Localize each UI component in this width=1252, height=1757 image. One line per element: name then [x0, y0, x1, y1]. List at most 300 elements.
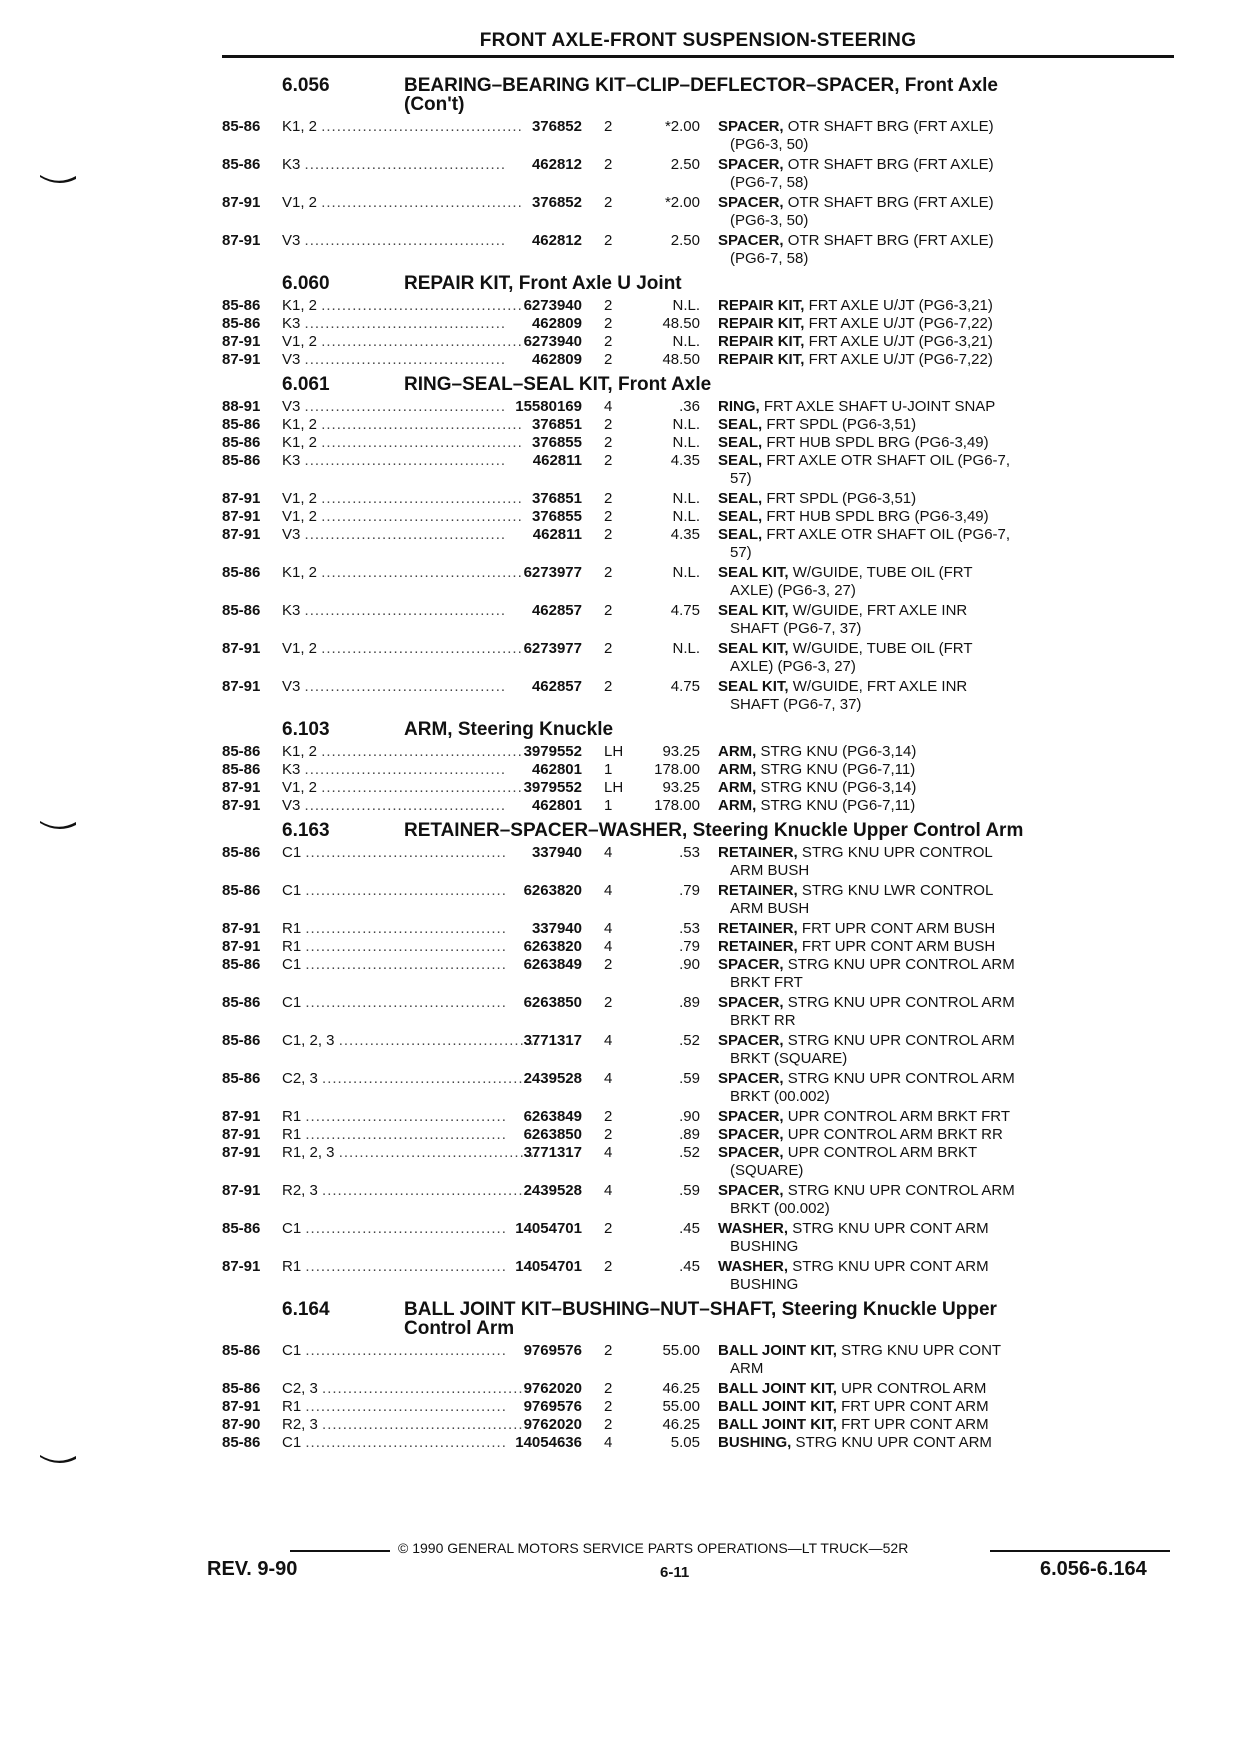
part-number: 6263850 [523, 994, 582, 1011]
quantity: 2 [604, 315, 613, 332]
section-number: 6.164 [282, 1299, 330, 1320]
part-detail: FRT AXLE OTR SHAFT OIL (PG6-7, [766, 526, 1011, 543]
part-detail: FRT AXLE U/JT (PG6-3,21) [808, 333, 993, 350]
model-code-text: V3 [282, 797, 301, 814]
part-row [0, 994, 1252, 1030]
model-years: 87-91 [222, 526, 261, 543]
model-years: 87-91 [222, 797, 261, 814]
part-number: 6273940 [523, 333, 582, 350]
part-row [0, 315, 1252, 333]
part-name: REPAIR KIT, [718, 333, 805, 350]
price: 55.00 [662, 1342, 700, 1359]
part-row [0, 434, 1252, 452]
part-detail-continued: (PG6-7, 58) [730, 174, 809, 191]
leader-dots: ....................................... [321, 564, 523, 581]
part-detail-continued: BUSHING [730, 1238, 799, 1255]
model-years: 85-86 [222, 156, 261, 173]
part-row [0, 156, 1252, 192]
part-row [0, 678, 1252, 714]
model-code-text: R1 [282, 1108, 302, 1125]
model-code [282, 1258, 507, 1276]
part-detail: STRG KNU (PG6-3,14) [760, 743, 917, 760]
part-detail: STRG KNU (PG6-7,11) [760, 797, 916, 814]
part-name: RETAINER, [718, 844, 798, 861]
leader-dots: ....................................... [305, 994, 507, 1011]
part-number: 2439528 [523, 1182, 582, 1199]
section-heading [0, 821, 1252, 840]
model-code [282, 118, 523, 136]
price: N.L. [672, 564, 700, 581]
quantity: 1 [604, 797, 613, 814]
part-name: WASHER, [718, 1220, 789, 1237]
leader-dots: ....................................... [305, 1108, 507, 1125]
part-description [700, 920, 1084, 938]
price: 93.25 [662, 779, 700, 796]
part-row [0, 118, 1252, 154]
model-code [282, 1070, 524, 1088]
price: .53 [679, 920, 700, 937]
part-number: 376851 [531, 416, 582, 433]
section-title-line: RETAINER–SPACER–WASHER, Steering Knuckle Upper Control Arm [404, 820, 1024, 841]
leader-dots: ....................................... [305, 938, 507, 955]
part-name: ARM, [718, 761, 757, 778]
part-number: 462811 [532, 452, 582, 469]
price: N.L. [672, 434, 700, 451]
part-row [0, 1380, 1252, 1398]
part-row [0, 333, 1252, 351]
part-row [0, 1398, 1252, 1416]
quantity: 4 [604, 398, 613, 415]
leader-dots: ....................................... [304, 452, 507, 469]
model-years: 85-86 [222, 1434, 261, 1451]
part-number: 9769576 [523, 1398, 582, 1415]
leader-dots: ....................................... [305, 920, 507, 937]
part-detail: FRT AXLE SHAFT U-JOINT SNAP [763, 398, 996, 415]
section-title [404, 720, 1144, 739]
part-description [700, 1398, 1084, 1416]
part-row [0, 1434, 1252, 1452]
quantity: 2 [604, 434, 613, 451]
part-description [700, 416, 1084, 434]
part-detail-continued: (PG6-3, 50) [730, 212, 809, 229]
leader-dots: ....................................... [304, 678, 507, 695]
part-number: 6273940 [523, 297, 582, 314]
leader-dots: ....................................... [305, 1434, 507, 1451]
part-description [700, 1220, 1084, 1256]
model-years: 85-86 [222, 761, 261, 778]
model-code [282, 956, 507, 974]
part-name: SPACER, [718, 1108, 784, 1125]
model-code [282, 602, 507, 620]
part-row [0, 882, 1252, 918]
leader-dots: ....................................... [305, 844, 507, 861]
model-code [282, 398, 507, 416]
model-years: 87-91 [222, 938, 261, 955]
price: N.L. [672, 416, 700, 433]
part-detail: UPR CONTROL ARM [841, 1380, 987, 1397]
price: 2.50 [670, 156, 700, 173]
model-code [282, 1434, 507, 1452]
part-description [700, 1416, 1084, 1434]
part-description [700, 118, 1084, 154]
price: .52 [679, 1144, 700, 1161]
model-code [282, 779, 523, 797]
part-description [700, 508, 1084, 526]
section-title [404, 1300, 1144, 1338]
part-number: 6273977 [523, 640, 582, 657]
leader-dots: ....................................... [305, 956, 507, 973]
part-detail: FRT AXLE OTR SHAFT OIL (PG6-7, [766, 452, 1011, 469]
model-code [282, 1398, 507, 1416]
model-code-text: R1 [282, 1126, 302, 1143]
part-row [0, 194, 1252, 230]
part-name: SEAL KIT, [718, 564, 789, 581]
part-detail: STRG KNU UPR CONTROL ARM [787, 1032, 1015, 1049]
quantity: 2 [604, 490, 613, 507]
part-detail: FRT UPR CONT ARM BUSH [801, 920, 996, 937]
model-code [282, 678, 507, 696]
model-code-text: K1, 2 [282, 434, 318, 451]
price: .89 [679, 1126, 700, 1143]
price: .45 [679, 1258, 700, 1275]
model-code-text: R1 [282, 938, 302, 955]
model-years: 85-86 [222, 994, 261, 1011]
quantity: 2 [604, 232, 613, 249]
price: .59 [679, 1070, 700, 1087]
part-description [700, 1342, 1084, 1378]
part-detail: STRG KNU UPR CONTROL ARM [787, 1070, 1015, 1087]
model-code-text: C1 [282, 1342, 302, 1359]
part-name: WASHER, [718, 1258, 789, 1275]
leader-dots: ....................................... [338, 1032, 541, 1049]
part-detail: UPR CONTROL ARM BRKT RR [787, 1126, 1003, 1143]
part-number: 462812 [531, 156, 582, 173]
part-detail: STRG KNU (PG6-7,11) [760, 761, 916, 778]
part-detail: STRG KNU UPR CONTROL [801, 844, 993, 861]
part-detail-continued: (PG6-7, 58) [730, 250, 809, 267]
model-code [282, 156, 507, 174]
model-code-text: R1 [282, 920, 302, 937]
model-years: 85-86 [222, 434, 261, 451]
section-number: 6.163 [282, 820, 330, 841]
part-detail: FRT SPDL (PG6-3,51) [766, 490, 917, 507]
price: 48.50 [662, 351, 700, 368]
model-years: 87-91 [222, 1258, 261, 1275]
part-detail: STRG KNU UPR CONT ARM [792, 1258, 989, 1275]
part-number: 15580169 [515, 398, 582, 415]
leader-dots: ....................................... [322, 1380, 524, 1397]
quantity: 4 [604, 1434, 613, 1451]
model-code-text: V1, 2 [282, 333, 318, 350]
part-description [700, 938, 1084, 956]
part-row [0, 640, 1252, 676]
part-detail: OTR SHAFT BRG (FRT AXLE) [787, 232, 994, 249]
part-name: SEAL, [718, 434, 763, 451]
part-number: 462809 [531, 351, 582, 368]
part-name: RETAINER, [718, 882, 798, 899]
quantity: 2 [604, 1398, 613, 1415]
part-detail-continued: BRKT (00.002) [730, 1088, 830, 1105]
section-number: 6.061 [282, 374, 330, 395]
quantity: 2 [604, 351, 613, 368]
quantity: 2 [604, 194, 613, 211]
model-code-text: K1, 2 [282, 118, 318, 135]
price: *2.00 [664, 194, 700, 211]
part-row [0, 508, 1252, 526]
part-detail: UPR CONTROL ARM BRKT FRT [787, 1108, 1010, 1125]
model-code [282, 640, 523, 658]
section-heading [0, 274, 1252, 293]
part-description [700, 1380, 1084, 1398]
price: .52 [679, 1032, 700, 1049]
model-code [282, 232, 507, 250]
part-name: SPACER, [718, 1070, 784, 1087]
part-description [700, 1144, 1084, 1180]
part-detail: FRT HUB SPDL BRG (PG6-3,49) [766, 434, 989, 451]
part-description [700, 602, 1084, 638]
part-detail-continued: AXLE) (PG6-3, 27) [730, 658, 856, 675]
part-detail: W/GUIDE, FRT AXLE INR [792, 602, 968, 619]
part-name: BALL JOINT KIT, [718, 1398, 837, 1415]
model-code [282, 333, 523, 351]
model-code [282, 452, 507, 470]
part-row [0, 1144, 1252, 1180]
part-detail-continued: SHAFT (PG6-7, 37) [730, 696, 862, 713]
model-years: 87-91 [222, 1182, 261, 1199]
model-code-text: R2, 3 [282, 1416, 318, 1433]
model-code-text: V3 [282, 232, 301, 249]
part-description [700, 398, 1084, 416]
section-title-line: (Con't) [404, 94, 465, 115]
model-code-text: C1 [282, 844, 302, 861]
model-code-text: R1 [282, 1398, 302, 1415]
part-number: 376851 [531, 490, 582, 507]
price: N.L. [672, 490, 700, 507]
part-row [0, 1032, 1252, 1068]
part-detail: FRT UPR CONT ARM [841, 1416, 989, 1433]
part-number: 9762020 [523, 1380, 582, 1397]
part-row [0, 1070, 1252, 1106]
part-name: SEAL KIT, [718, 602, 789, 619]
part-description [700, 297, 1084, 315]
revision-label: REV. 9-90 [207, 1558, 298, 1580]
parts-catalog [0, 70, 1252, 1452]
model-code [282, 526, 507, 544]
price: 178.00 [654, 797, 700, 814]
quantity: 2 [604, 640, 613, 657]
part-name: REPAIR KIT, [718, 315, 805, 332]
model-years: 87-91 [222, 779, 261, 796]
part-number: 462812 [531, 232, 582, 249]
price: 46.25 [662, 1380, 700, 1397]
part-description [700, 333, 1084, 351]
model-years: 87-91 [222, 351, 261, 368]
part-detail: FRT AXLE U/JT (PG6-7,22) [808, 351, 993, 368]
section-title [404, 821, 1144, 840]
model-years: 87-91 [222, 1398, 261, 1415]
part-row [0, 1108, 1252, 1126]
section-title-line: Control Arm [404, 1318, 515, 1339]
leader-dots: ....................................... [322, 1182, 524, 1199]
model-years: 87-91 [222, 333, 261, 350]
leader-dots: ....................................... [304, 398, 507, 415]
part-name: SEAL, [718, 416, 763, 433]
part-description [700, 1070, 1084, 1106]
section-number: 6.060 [282, 273, 330, 294]
leader-dots: ....................................... [321, 434, 523, 451]
part-number: 337940 [531, 920, 582, 937]
leader-dots: ....................................... [304, 156, 507, 173]
section-heading [0, 375, 1252, 394]
part-detail: STRG KNU UPR CONT ARM [792, 1220, 989, 1237]
model-years: 87-91 [222, 1126, 261, 1143]
quantity: 2 [604, 118, 613, 135]
part-number: 14054701 [515, 1258, 582, 1275]
section-title-line: BALL JOINT KIT–BUSHING–NUT–SHAFT, Steering Knuckle Upper [404, 1299, 997, 1320]
part-description [700, 526, 1084, 562]
price: N.L. [672, 297, 700, 314]
part-description [700, 743, 1084, 761]
price: .36 [679, 398, 700, 415]
model-years: 85-86 [222, 1032, 261, 1049]
price: .90 [679, 956, 700, 973]
part-row [0, 398, 1252, 416]
part-detail: STRG KNU UPR CONT [841, 1342, 1002, 1359]
part-row [0, 602, 1252, 638]
section-heading [0, 76, 1252, 114]
price: 48.50 [662, 315, 700, 332]
part-number: 6263850 [523, 1126, 582, 1143]
model-code [282, 920, 507, 938]
model-code [282, 1144, 541, 1162]
model-code [282, 490, 523, 508]
leader-dots: ....................................... [305, 1342, 507, 1359]
model-code [282, 1108, 507, 1126]
price: .79 [679, 882, 700, 899]
part-description [700, 564, 1084, 600]
section-number: 6.103 [282, 719, 330, 740]
part-name: BUSHING, [718, 1434, 792, 1451]
part-detail: FRT HUB SPDL BRG (PG6-3,49) [766, 508, 989, 525]
part-number: 14054701 [515, 1220, 582, 1237]
part-detail-continued: BRKT (SQUARE) [730, 1050, 848, 1067]
part-name: SPACER, [718, 1032, 784, 1049]
model-code [282, 315, 507, 333]
model-years: 85-86 [222, 452, 261, 469]
model-years: 85-86 [222, 118, 261, 135]
section-title [404, 274, 1144, 293]
part-description [700, 490, 1084, 508]
model-years: 85-86 [222, 844, 261, 861]
price: 93.25 [662, 743, 700, 760]
quantity: 2 [604, 526, 613, 543]
price: .90 [679, 1108, 700, 1125]
model-years: 85-86 [222, 1070, 261, 1087]
price: 4.75 [670, 678, 700, 695]
part-name: SPACER, [718, 1126, 784, 1143]
part-row [0, 564, 1252, 600]
leader-dots: ....................................... [304, 526, 507, 543]
binding-mark-icon [38, 1452, 78, 1466]
model-code-text: R1 [282, 1258, 302, 1275]
part-detail: OTR SHAFT BRG (FRT AXLE) [787, 156, 994, 173]
model-years: 85-86 [222, 1342, 261, 1359]
leader-dots: ....................................... [304, 232, 507, 249]
price: .89 [679, 994, 700, 1011]
quantity: 4 [604, 882, 613, 899]
model-code-text: V3 [282, 351, 301, 368]
part-name: SPACER, [718, 994, 784, 1011]
model-code [282, 1182, 524, 1200]
part-name: BALL JOINT KIT, [718, 1380, 837, 1397]
part-row [0, 1220, 1252, 1256]
model-years: 85-86 [222, 956, 261, 973]
part-number: 376852 [531, 194, 582, 211]
part-name: SPACER, [718, 1182, 784, 1199]
part-row [0, 1258, 1252, 1294]
part-name: SEAL, [718, 490, 763, 507]
part-description [700, 1182, 1084, 1218]
part-name: SEAL, [718, 452, 763, 469]
part-detail-continued: BUSHING [730, 1276, 799, 1293]
part-row [0, 1126, 1252, 1144]
part-detail-continued: BRKT RR [730, 1012, 796, 1029]
leader-dots: ....................................... [305, 1398, 507, 1415]
part-detail-continued: 57) [730, 544, 752, 561]
part-name: REPAIR KIT, [718, 297, 805, 314]
model-code-text: V1, 2 [282, 194, 318, 211]
footer-copyright: © 1990 GENERAL MOTORS SERVICE PARTS OPERATIONS—LT TRUCK—52R [398, 1540, 909, 1556]
model-years: 87-90 [222, 1416, 261, 1433]
part-number: 376852 [531, 118, 582, 135]
part-detail: W/GUIDE, TUBE OIL (FRT [792, 640, 973, 657]
part-name: RETAINER, [718, 938, 798, 955]
part-number: 3771317 [523, 1032, 582, 1049]
section-title [404, 76, 1144, 114]
part-number: 6263849 [523, 1108, 582, 1125]
price: 4.35 [670, 526, 700, 543]
part-detail: FRT SPDL (PG6-3,51) [766, 416, 917, 433]
part-detail-continued: (PG6-3, 50) [730, 136, 809, 153]
model-code-text: R1, 2, 3 [282, 1144, 335, 1161]
model-code-text: K1, 2 [282, 416, 318, 433]
part-description [700, 1126, 1084, 1144]
section-title-line: REPAIR KIT, Front Axle U Joint [404, 273, 682, 294]
model-code [282, 1416, 524, 1434]
part-number: 337940 [531, 844, 582, 861]
model-years: 87-91 [222, 194, 261, 211]
model-code [282, 797, 507, 815]
leader-dots: ....................................... [321, 508, 523, 525]
part-name: ARM, [718, 797, 757, 814]
part-name: SPACER, [718, 118, 784, 135]
part-description [700, 194, 1084, 230]
quantity: 2 [604, 956, 613, 973]
model-code [282, 297, 523, 315]
model-years: 85-86 [222, 564, 261, 581]
price: .45 [679, 1220, 700, 1237]
leader-dots: ....................................... [321, 490, 523, 507]
quantity: 2 [604, 564, 613, 581]
quantity: 4 [604, 1182, 613, 1199]
part-number: 462801 [531, 797, 582, 814]
model-code-text: C2, 3 [282, 1380, 318, 1397]
part-detail: STRG KNU UPR CONTROL ARM [787, 956, 1015, 973]
leader-dots: ....................................... [321, 743, 523, 760]
price: 4.35 [670, 452, 700, 469]
leader-dots: ....................................... [322, 1416, 524, 1433]
quantity: 2 [604, 1126, 613, 1143]
